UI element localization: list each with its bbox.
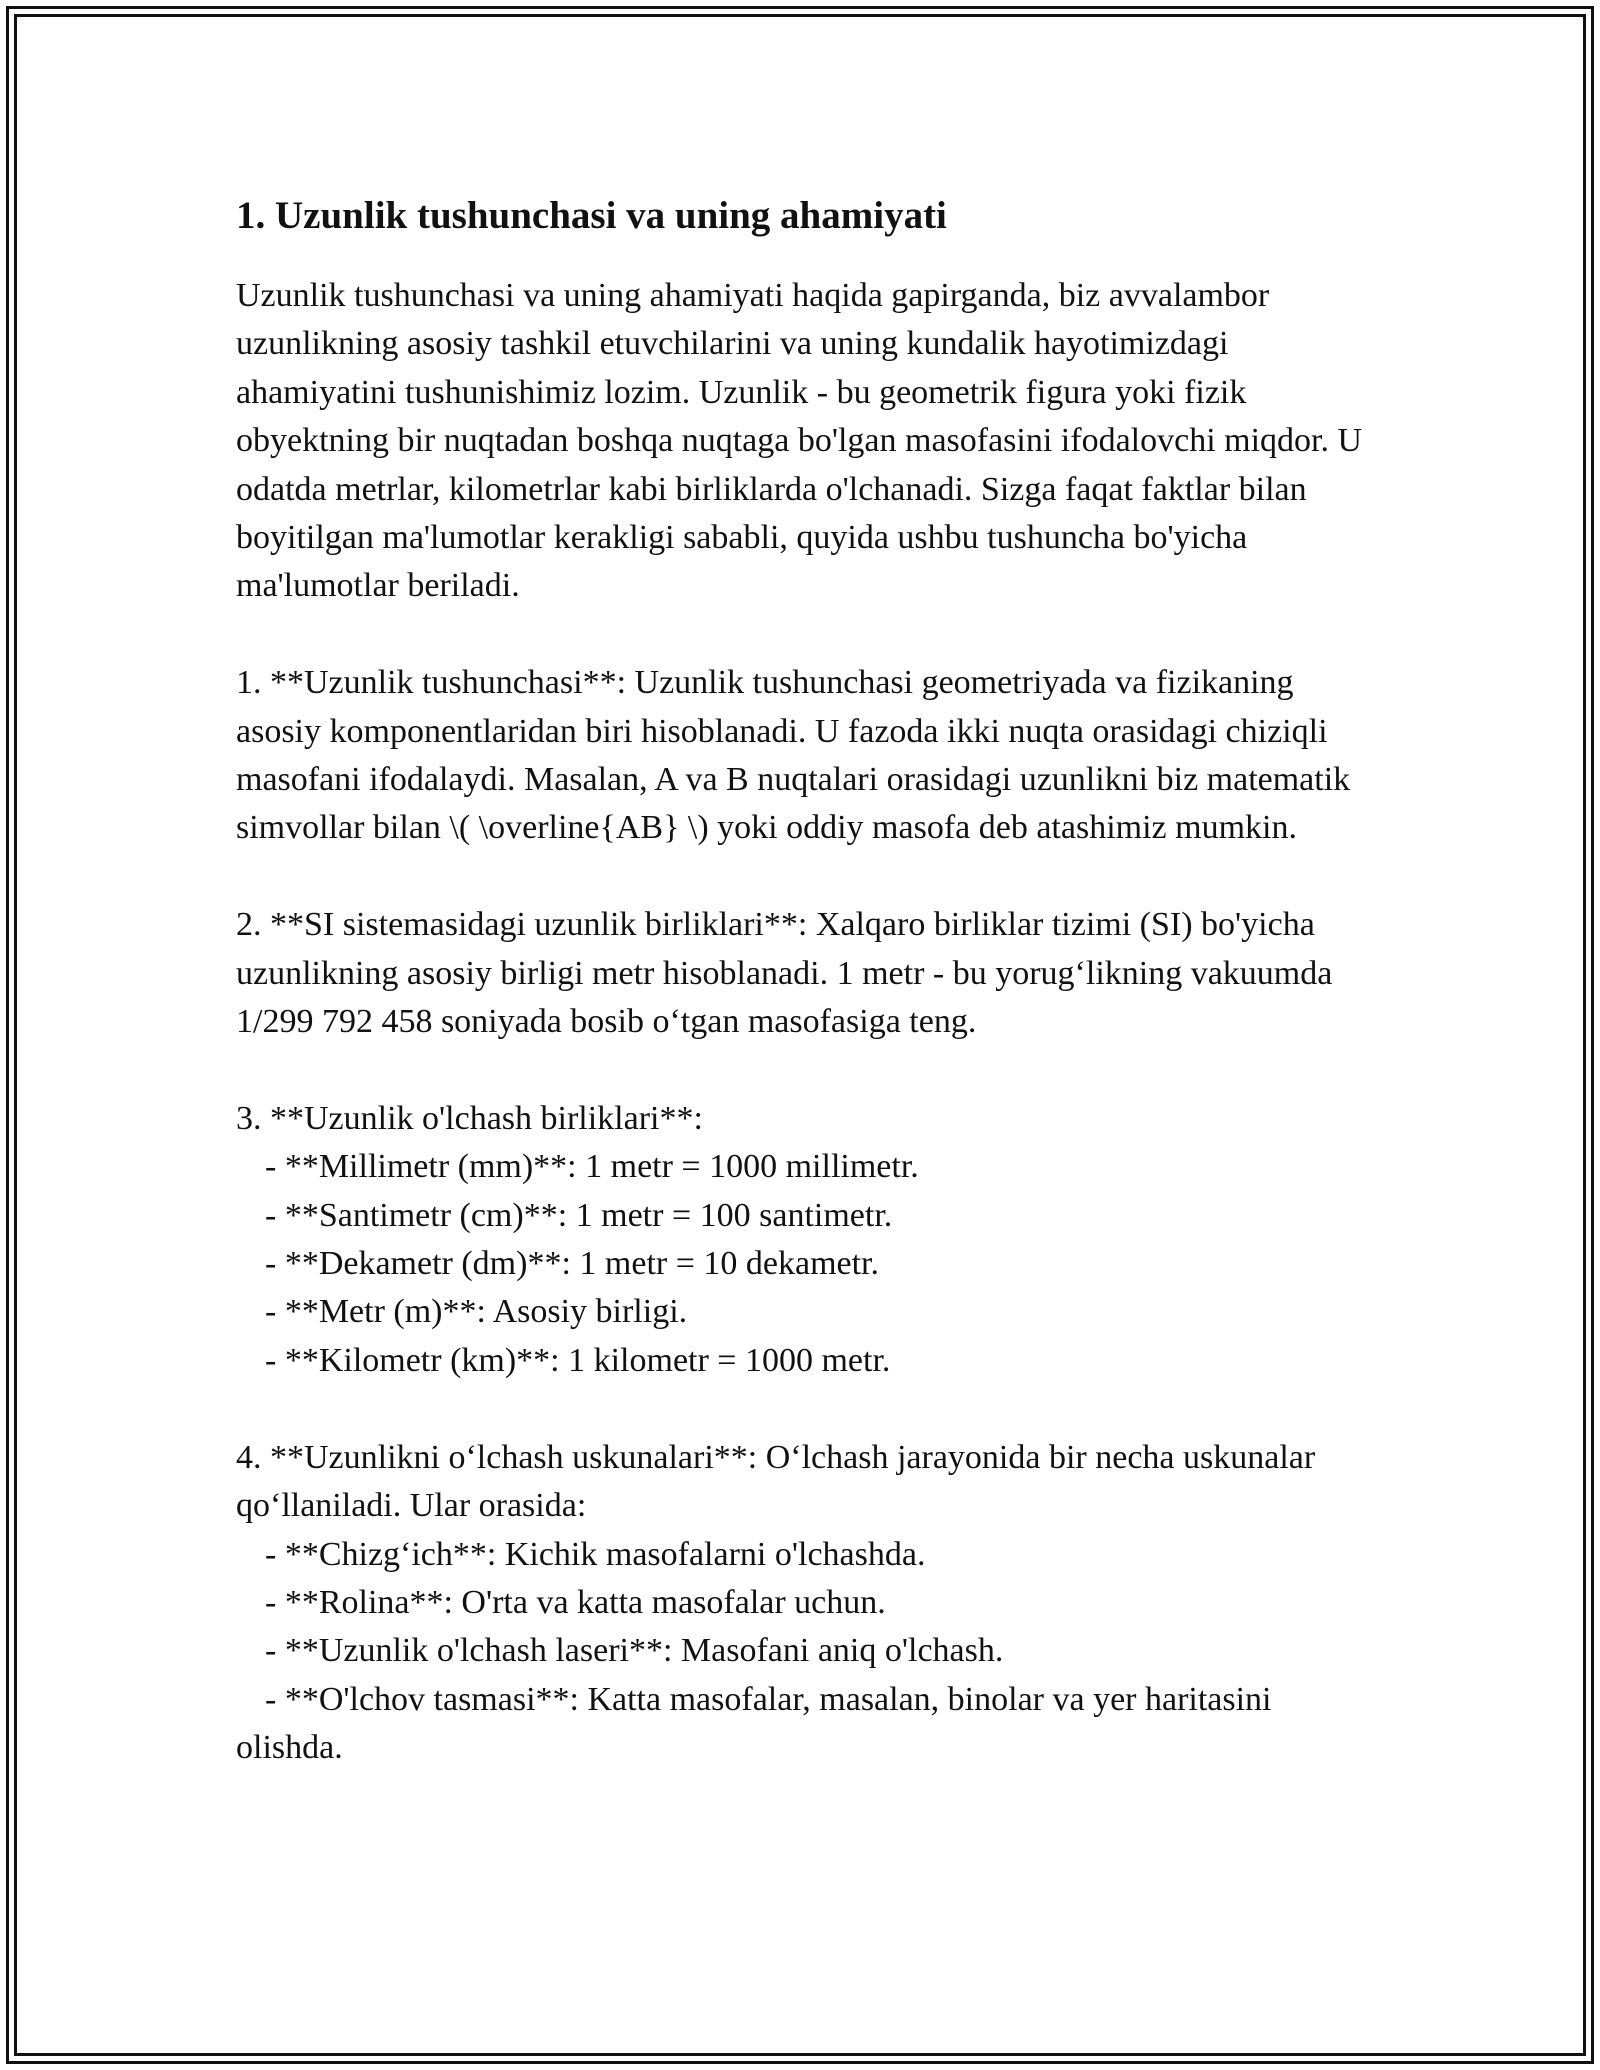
spacer <box>236 853 1376 901</box>
section-4-title: 4. **Uzunlikni o‘lchash uskunalari**: O‘lchash jarayonida bir necha uskunalar qo‘llaniladi. Ular orasida: <box>236 1438 1316 1525</box>
section-3-title: 3. **Uzunlik o'lchash birliklari**: <box>236 1099 703 1137</box>
list-item-santimetr: - **Santimetr (cm)**: 1 metr = 100 santimetr. <box>265 1196 893 1234</box>
spacer <box>236 1385 1376 1433</box>
section-1-paragraph: 1. **Uzunlik tushunchasi**: Uzunlik tushunchasi geometriyada va fizikaning asosiy komponentlaridan biri hisoblanadi. U fazoda ikki nuqta orasidagi chiziqli masofani ifodalaydi. Masalan, A va B nuqtalari orasidagi uzunlikni biz matematik simvollar bilan \( \overline{AB} \) yoki oddiy masofa deb atashimiz mumkin. <box>236 664 1351 847</box>
list-item-olchov-tasmasi: - **O'lchov tasmasi**: Katta masofalar, masalan, binolar va yer haritasini olishda. <box>236 1680 1272 1767</box>
document-body <box>236 188 1376 1773</box>
spacer <box>236 611 1376 659</box>
intro-paragraph: Uzunlik tushunchasi va uning ahamiyati haqida gapirganda, biz avvalambor uzunlikning asosiy tashkil etuvchilarini va uning kundalik hayotimizdagi ahamiyatini tushunishimiz lozim. Uzunlik - bu geometrik figura yoki fizik obyektning bir nuqtadan boshqa nuqtaga bo'lgan masofasini ifodalovchi miqdor. U odatda metrlar, kilometrlar kabi birliklarda o'lchanadi. Sizga faqat faktlar bilan boyitilgan ma'lumotlar kerakligi sababli, quyida ushbu tushuncha bo'yicha ma'lumotlar beriladi. <box>236 277 1363 605</box>
list-item-metr: - **Metr (m)**: Asosiy birligi. <box>265 1293 688 1331</box>
list-item-kilometr: - **Kilometr (km)**: 1 kilometr = 1000 metr. <box>265 1341 891 1379</box>
list-item-millimetr: - **Millimetr (mm)**: 1 metr = 1000 millimetr. <box>265 1148 919 1186</box>
section-heading: 1. Uzunlik tushunchasi va uning ahamiyati <box>236 194 947 237</box>
list-item-dekametr: - **Dekametr (dm)**: 1 metr = 10 dekametr. <box>265 1245 879 1283</box>
list-item-rolina: - **Rolina**: O'rta va katta masofalar uchun. <box>265 1583 886 1621</box>
spacer <box>236 1046 1376 1094</box>
list-item-laser: - **Uzunlik o'lchash laseri**: Masofani aniq o'lchash. <box>265 1632 1004 1670</box>
list-item-chizgich: - **Chizg‘ich**: Kichik masofalarni o'lchashda. <box>265 1535 926 1573</box>
section-2-paragraph: 2. **SI sistemasidagi uzunlik birliklari**: Xalqaro birliklar tizimi (SI) bo'yicha uzunlikning asosiy birligi metr hisoblanadi. 1 metr - bu yorug‘likning vakuumda 1/299 792 458 soniyada bosib o‘tgan masofasiga teng. <box>236 906 1333 1041</box>
